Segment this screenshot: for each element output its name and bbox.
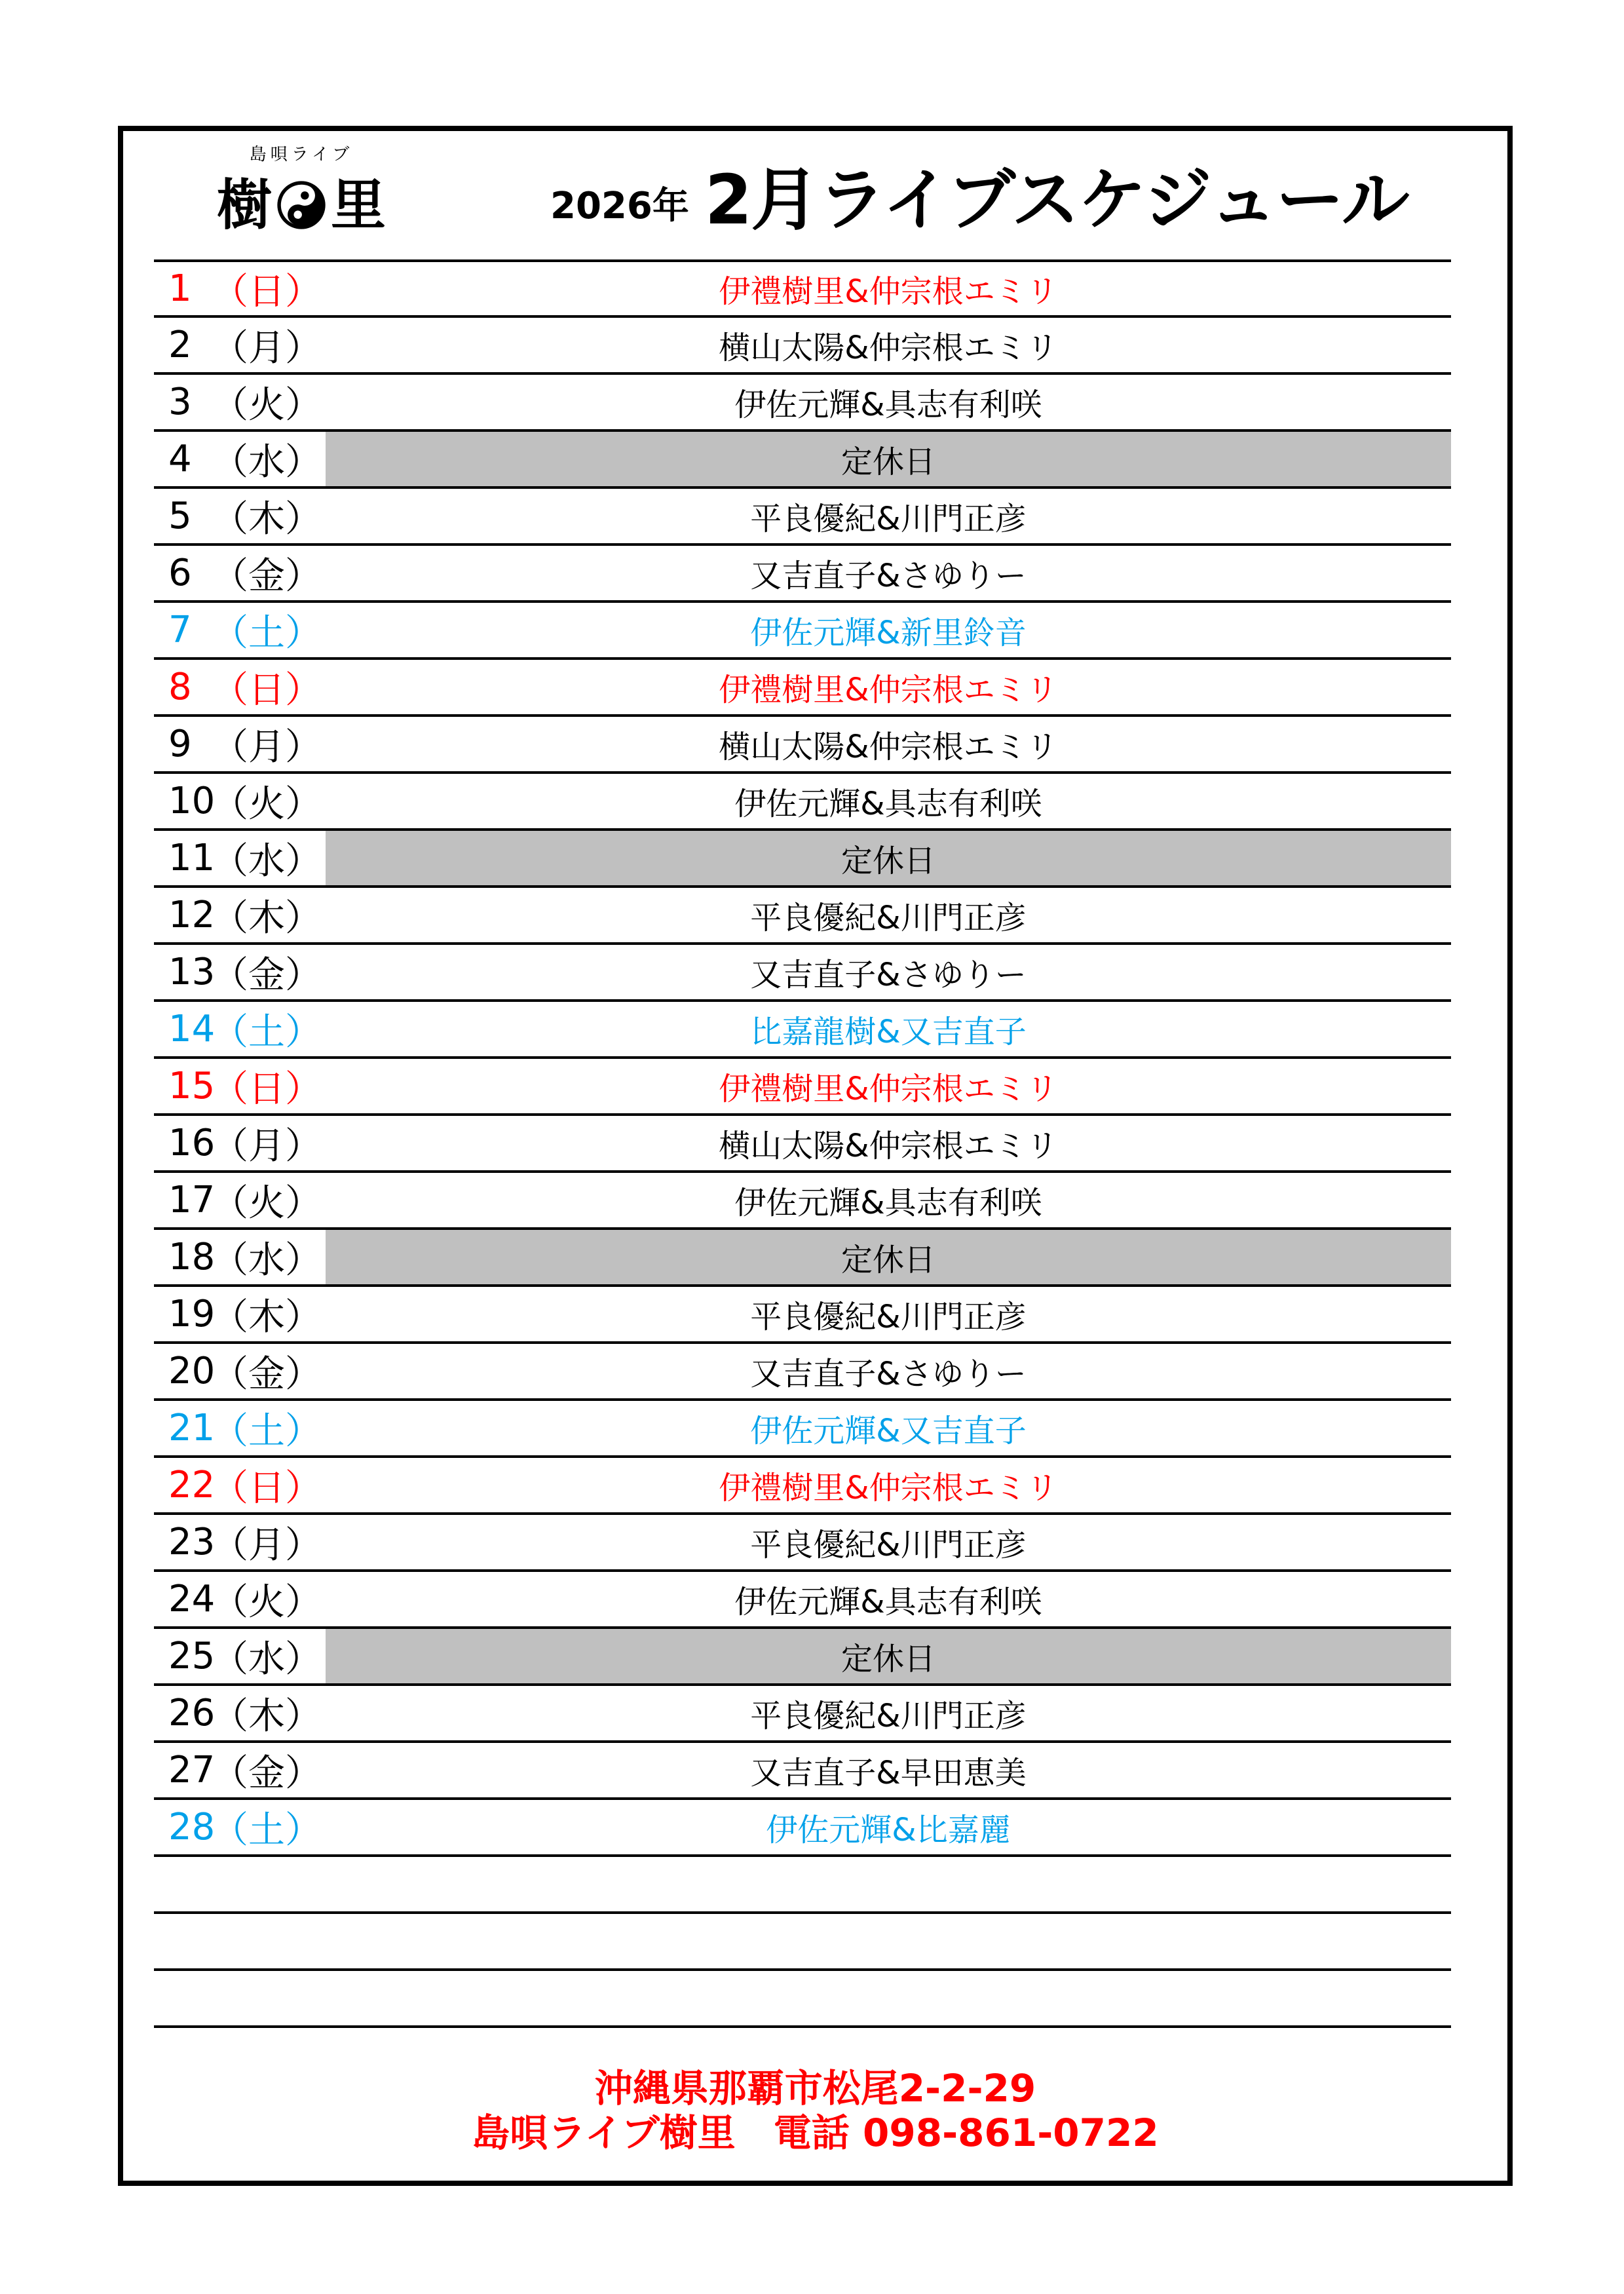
logo-char-right: 里 [331, 172, 387, 237]
row-date [154, 1002, 324, 1056]
title-main: 2月ライブスケジュール [704, 160, 1408, 240]
row-performers: 平良優紀&川門正彦 [750, 900, 1027, 936]
row-performers: 平良優紀&川門正彦 [750, 1299, 1027, 1335]
row-date [154, 1116, 324, 1170]
row-performers [326, 1857, 1451, 1911]
closed-day-label: 定休日 [326, 1629, 1451, 1683]
row-performers: 伊禮樹里&仲宗根エミリ [719, 1071, 1058, 1107]
schedule-row [154, 318, 1451, 375]
closed-day-label: 定休日 [326, 432, 1451, 486]
schedule-row [154, 1002, 1451, 1059]
schedule-row [154, 1971, 1451, 2028]
schedule-row [154, 660, 1451, 717]
row-performers: 又吉直子&さゆりー [750, 957, 1027, 993]
row-day: 6 [168, 552, 192, 594]
row-weekday: （火） [212, 782, 322, 826]
logo-char-left: 樹 [216, 172, 272, 237]
row-weekday: （日） [212, 1067, 322, 1111]
row-date [154, 1173, 324, 1227]
row-date [154, 1401, 324, 1455]
row-day: 4 [168, 438, 192, 480]
row-day: 26 [168, 1692, 216, 1734]
row-weekday: （水） [212, 440, 322, 484]
row-day: 23 [168, 1521, 216, 1563]
schedule-row [154, 1800, 1451, 1857]
schedule-row [154, 945, 1451, 1002]
row-date [154, 1857, 324, 1911]
row-day: 10 [168, 780, 216, 822]
schedule-row [154, 717, 1451, 774]
row-weekday: （水） [212, 1637, 322, 1681]
row-weekday: （日） [212, 1466, 322, 1510]
row-day: 3 [168, 381, 192, 423]
schedule-row [154, 489, 1451, 546]
row-weekday: （土） [212, 1409, 322, 1453]
row-weekday: （木） [212, 497, 322, 541]
schedule-row [154, 1629, 1451, 1686]
schedule-row [154, 1173, 1451, 1230]
row-day: 5 [168, 495, 192, 537]
row-date [154, 1344, 324, 1398]
row-day: 20 [168, 1350, 216, 1392]
row-weekday: （月） [212, 725, 322, 769]
schedule-row [154, 1572, 1451, 1629]
schedule-row [154, 1401, 1451, 1458]
schedule-row [154, 831, 1451, 888]
row-weekday: （土） [212, 1808, 322, 1852]
row-performers: 又吉直子&さゆりー [750, 1356, 1027, 1392]
mitsudomoe-icon [276, 180, 327, 231]
row-day: 17 [168, 1179, 216, 1221]
row-performers: 伊佐元輝&比嘉麗 [766, 1812, 1011, 1848]
row-day: 25 [168, 1635, 216, 1677]
row-performers: 平良優紀&川門正彦 [750, 501, 1027, 537]
row-weekday: （月） [212, 1124, 322, 1168]
row-weekday: （木） [212, 1295, 322, 1339]
schedule-row [154, 1914, 1451, 1971]
row-performers: 伊禮樹里&仲宗根エミリ [719, 1470, 1058, 1506]
schedule-row [154, 774, 1451, 831]
row-weekday: （金） [212, 1352, 322, 1396]
schedule-row [154, 1287, 1451, 1344]
row-performers [326, 1914, 1451, 1968]
row-weekday: （日） [212, 270, 322, 313]
logo-subtitle: 島唄ライブ [249, 145, 354, 164]
schedule-row [154, 1857, 1451, 1914]
row-weekday: （火） [212, 1181, 322, 1225]
row-performers: 伊佐元輝&具志有利咲 [734, 1185, 1042, 1221]
row-day: 22 [168, 1464, 216, 1506]
row-performers: 又吉直子&早田恵美 [750, 1755, 1027, 1791]
row-weekday: （水） [212, 839, 322, 883]
row-date [154, 888, 324, 942]
row-weekday: （金） [212, 953, 322, 997]
row-date [154, 1230, 324, 1284]
row-performers: 伊佐元輝&具志有利咲 [734, 786, 1042, 822]
row-performers: 伊佐元輝&又吉直子 [750, 1413, 1027, 1449]
footer-address: 沖縄県那覇市松尾2-2-29 [594, 2066, 1036, 2111]
row-performers: 又吉直子&さゆりー [750, 558, 1027, 594]
row-date [154, 1971, 324, 2025]
schedule-row [154, 1059, 1451, 1116]
row-date [154, 1059, 324, 1113]
schedule-row [154, 1743, 1451, 1800]
row-performers: 横山太陽&仲宗根エミリ [719, 729, 1058, 765]
schedule-row [154, 375, 1451, 432]
row-day: 8 [168, 666, 192, 708]
row-day: 15 [168, 1065, 216, 1107]
row-date [154, 1800, 324, 1854]
row-weekday: （月） [212, 1523, 322, 1567]
row-weekday: （月） [212, 326, 322, 370]
row-date [154, 603, 324, 657]
row-performers: 横山太陽&仲宗根エミリ [719, 1128, 1058, 1164]
row-performers [326, 1971, 1451, 2025]
row-performers: 平良優紀&川門正彦 [750, 1698, 1027, 1734]
row-date [154, 717, 324, 771]
row-weekday: （金） [212, 554, 322, 598]
row-day: 16 [168, 1122, 216, 1164]
schedule-row [154, 888, 1451, 945]
schedule-table [154, 259, 1451, 2028]
schedule-row [154, 432, 1451, 489]
row-day: 2 [168, 324, 192, 366]
row-date [154, 660, 324, 714]
schedule-row [154, 1515, 1451, 1572]
row-date [154, 774, 324, 828]
row-performers: 伊禮樹里&仲宗根エミリ [719, 672, 1058, 708]
row-weekday: （金） [212, 1751, 322, 1795]
row-day: 24 [168, 1578, 216, 1620]
row-day: 12 [168, 894, 216, 936]
row-date [154, 1686, 324, 1740]
closed-day-label: 定休日 [326, 1230, 1451, 1284]
row-weekday: （火） [212, 383, 322, 427]
row-performers: 伊佐元輝&具志有利咲 [734, 387, 1042, 423]
schedule-row [154, 1344, 1451, 1401]
schedule-row [154, 1230, 1451, 1287]
schedule-row [154, 1458, 1451, 1515]
schedule-row [154, 1116, 1451, 1173]
row-performers: 伊禮樹里&仲宗根エミリ [719, 273, 1058, 310]
title-year: 2026年 [550, 185, 689, 227]
row-day: 18 [168, 1236, 216, 1278]
row-date [154, 1572, 324, 1626]
logo [197, 141, 406, 239]
schedule-row [154, 546, 1451, 603]
row-performers: 横山太陽&仲宗根エミリ [719, 330, 1058, 366]
row-date [154, 1515, 324, 1569]
closed-day-label: 定休日 [326, 831, 1451, 885]
row-date [154, 1629, 324, 1683]
row-date [154, 1743, 324, 1797]
row-weekday: （水） [212, 1238, 322, 1282]
row-weekday: （日） [212, 668, 322, 712]
row-day: 7 [168, 609, 192, 651]
row-day: 9 [168, 723, 192, 765]
row-day: 13 [168, 951, 216, 993]
row-date [154, 432, 324, 486]
row-date [154, 262, 324, 315]
schedule-row [154, 259, 1451, 318]
row-day: 11 [168, 837, 216, 879]
row-date [154, 1914, 324, 1968]
row-performers: 伊佐元輝&新里鈴音 [750, 615, 1027, 651]
row-day: 27 [168, 1749, 216, 1791]
row-date [154, 1458, 324, 1512]
row-weekday: （火） [212, 1580, 322, 1624]
logo-wordmark [197, 172, 406, 238]
row-performers: 平良優紀&川門正彦 [750, 1527, 1027, 1563]
row-date [154, 318, 324, 372]
row-day: 28 [168, 1806, 216, 1848]
row-day: 14 [168, 1008, 216, 1050]
row-date [154, 375, 324, 429]
row-date [154, 945, 324, 999]
row-weekday: （木） [212, 1694, 322, 1738]
row-day: 19 [168, 1293, 216, 1335]
row-weekday: （土） [212, 611, 322, 655]
row-date [154, 1287, 324, 1341]
row-performers: 比嘉龍樹&又吉直子 [750, 1014, 1027, 1050]
row-date [154, 831, 324, 885]
row-performers: 伊佐元輝&具志有利咲 [734, 1584, 1042, 1620]
row-day: 21 [168, 1407, 216, 1449]
footer-contact: 島唄ライブ樹里 電話 098-861-0722 [472, 2111, 1159, 2155]
page-title [550, 143, 1454, 241]
row-date [154, 489, 324, 543]
row-date [154, 546, 324, 600]
schedule-row [154, 1686, 1451, 1743]
row-weekday: （土） [212, 1010, 322, 1054]
row-day: 1 [168, 267, 192, 310]
row-weekday: （木） [212, 896, 322, 940]
schedule-row [154, 603, 1451, 660]
